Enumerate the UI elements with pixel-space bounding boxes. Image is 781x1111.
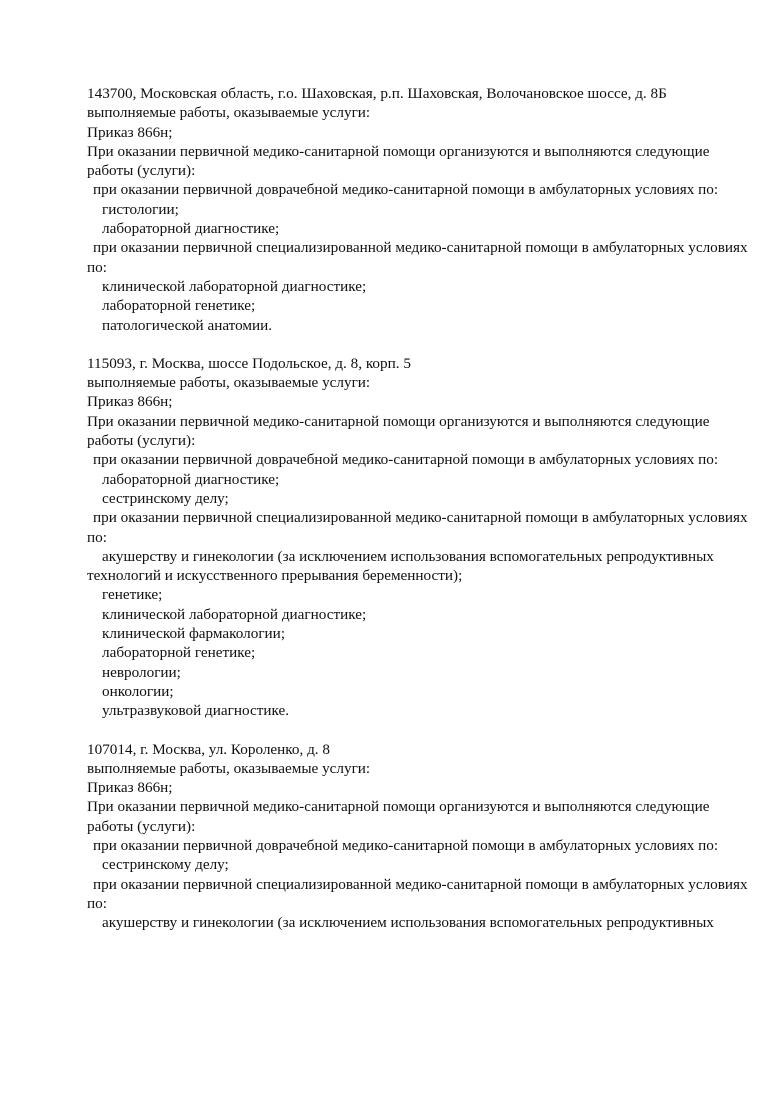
service-item: сестринскому делу; bbox=[102, 856, 229, 874]
service-item: ультразвуковой диагностике. bbox=[102, 702, 290, 720]
works-label: выполняемые работы, оказываемые услуги: bbox=[87, 759, 371, 777]
service-item: клинической лабораторной диагностике; bbox=[102, 605, 367, 623]
works-label: выполняемые работы, оказываемые услуги: bbox=[87, 104, 371, 122]
section-heading: при оказании первичной специализированной медико-санитарной помощи в амбулаторных условиях по: bbox=[87, 239, 752, 276]
address-block bbox=[87, 740, 757, 933]
document-page bbox=[87, 84, 757, 951]
address-block bbox=[87, 84, 757, 335]
service-item: гистологии; bbox=[102, 200, 179, 218]
intro-text: При оказании первичной медико-санитарной помощи организуются и выполняются следующие работы (услуги): bbox=[87, 798, 714, 835]
section-heading: при оказании первичной доврачебной медико-санитарной помощи в амбулаторных условиях по: bbox=[93, 181, 719, 199]
intro-text: При оказании первичной медико-санитарной помощи организуются и выполняются следующие работы (услуги): bbox=[87, 142, 714, 180]
order-line: Приказ 866н; bbox=[87, 779, 173, 797]
service-item: генетике; bbox=[102, 586, 163, 604]
service-item: клинической фармакологии; bbox=[102, 625, 286, 643]
works-label: выполняемые работы, оказываемые услуги: bbox=[87, 374, 371, 392]
service-item: акушерству и гинекологии (за исключением использования вспомогательных репродуктивных технологий и искусственного прерывания беременности); bbox=[87, 547, 718, 585]
service-item: неврологии; bbox=[102, 663, 181, 681]
service-item: клинической лабораторной диагностике; bbox=[102, 277, 367, 295]
service-item: лабораторной диагностике; bbox=[102, 220, 280, 238]
address-block bbox=[87, 354, 757, 721]
service-item: лабораторной генетике; bbox=[102, 297, 256, 315]
intro-text: При оказании первичной медико-санитарной помощи организуются и выполняются следующие работы (услуги): bbox=[87, 412, 714, 450]
service-item: патологической анатомии. bbox=[102, 316, 273, 334]
address-line: 143700, Московская область, г.о. Шаховская, р.п. Шаховская, Волочановское шоссе, д. 8Б bbox=[87, 85, 667, 102]
service-item: акушерству и гинекологии (за исключением использования вспомогательных репродуктивных bbox=[102, 914, 714, 932]
service-item: лабораторной генетике; bbox=[102, 644, 256, 662]
section-heading: при оказании первичной доврачебной медико-санитарной помощи в амбулаторных условиях по: bbox=[93, 451, 719, 469]
section-heading: при оказании первичной доврачебной медико-санитарной помощи в амбулаторных условиях по: bbox=[93, 836, 719, 854]
section-heading: при оказании первичной специализированной медико-санитарной помощи в амбулаторных условиях по: bbox=[87, 509, 752, 546]
address-line: 107014, г. Москва, ул. Короленко, д. 8 bbox=[87, 740, 330, 758]
order-line: Приказ 866н; bbox=[87, 123, 173, 141]
section-heading: при оказании первичной специализированной медико-санитарной помощи в амбулаторных условиях по: bbox=[87, 875, 752, 912]
service-item: лабораторной диагностике; bbox=[102, 470, 280, 488]
service-item: онкологии; bbox=[102, 682, 174, 700]
order-line: Приказ 866н; bbox=[87, 393, 173, 411]
address-line: 115093, г. Москва, шоссе Подольское, д. 8, корп. 5 bbox=[87, 354, 411, 372]
service-item: сестринскому делу; bbox=[102, 489, 229, 507]
